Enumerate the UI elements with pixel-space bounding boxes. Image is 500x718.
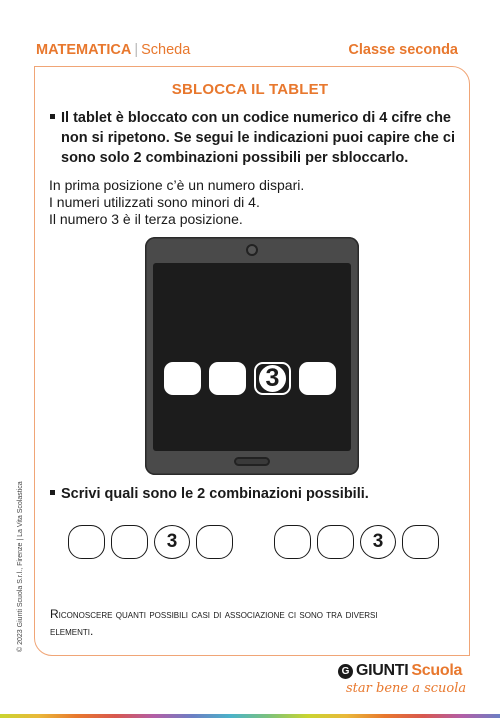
task-text: Scrivi quali sono le 2 combinazioni possibili.	[61, 486, 369, 502]
combination-1	[68, 525, 233, 559]
intro-paragraph	[50, 108, 460, 168]
tablet-code-cell-4	[299, 362, 336, 395]
tablet-code-digit: 3	[259, 365, 286, 392]
logo-tagline: star bene a scuola	[346, 681, 467, 696]
tablet-code-cells	[164, 362, 336, 395]
combination-1-cell-1[interactable]	[68, 525, 105, 559]
learning-objective	[50, 606, 460, 640]
tablet-code-cell-1	[164, 362, 201, 395]
bullet-square-icon	[50, 114, 55, 119]
task-instruction	[50, 484, 460, 504]
tablet-home-button-icon	[234, 457, 270, 466]
bullet-square-icon	[50, 490, 55, 495]
giunti-scuola-logo	[338, 662, 468, 696]
header-separator: |	[134, 42, 139, 58]
tablet-camera-icon	[246, 244, 258, 256]
grade-label: Classe seconda	[348, 42, 458, 58]
combination-2-cell-2[interactable]	[317, 525, 354, 559]
intro-line-2: non si ripetono. Se segui le indicazioni puoi capire che ci	[61, 130, 455, 146]
header-subject	[36, 42, 190, 58]
combination-1-cell-4[interactable]	[196, 525, 233, 559]
tablet-code-cell-3	[254, 362, 291, 395]
combination-2-cell-4[interactable]	[402, 525, 439, 559]
intro-line-3: sono solo 2 combinazioni possibili per sbloccarlo.	[61, 150, 409, 166]
intro-line-1: Il tablet è bloccato con un codice numerico di 4 cifre che	[61, 110, 451, 126]
clue-1: In prima posizione c’è un numero dispari.	[49, 177, 305, 193]
sheet-type-label: Scheda	[141, 42, 191, 58]
tablet-screen	[153, 263, 351, 451]
tablet-illustration	[145, 237, 359, 475]
logo-brand-scuola: Scuola	[411, 662, 463, 679]
subject-label: MATEMATICA	[36, 42, 132, 58]
tablet-code-cell-2	[209, 362, 246, 395]
clues-list	[49, 177, 304, 228]
logo-brand: GIUNTI	[356, 662, 409, 679]
combination-2-cell-1[interactable]	[274, 525, 311, 559]
combination-1-cell-3: 3	[154, 525, 190, 559]
clue-2: I numeri utilizzati sono minori di 4.	[49, 194, 260, 210]
copyright-notice: © 2023 Giunti Scuola S.r.l., Firenze | La Vita Scolastica	[17, 481, 24, 652]
page-title: SBLOCCA IL TABLET	[171, 81, 329, 98]
combination-1-cell-2[interactable]	[111, 525, 148, 559]
objective-line-1: Riconoscere quanti possibili casi di associazione ci sono tra diversi	[50, 607, 378, 621]
clue-3: Il numero 3 è il terza posizione.	[49, 211, 243, 227]
objective-line-2: elementi.	[50, 624, 94, 638]
combination-2-cell-3: 3	[360, 525, 396, 559]
rainbow-bottom-stripe	[0, 714, 500, 718]
giunti-logo-icon: G	[338, 664, 353, 679]
combination-2	[274, 525, 439, 559]
